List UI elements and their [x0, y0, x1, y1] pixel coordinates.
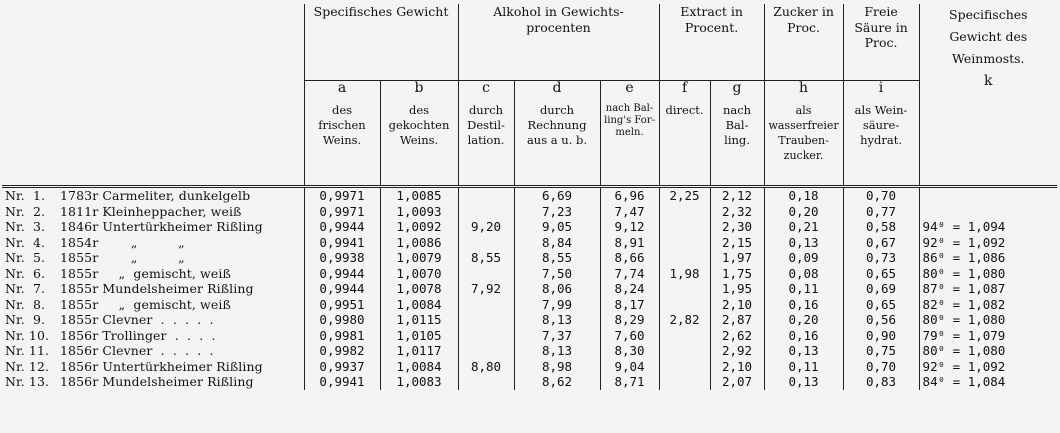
- value-cell-k: 84⁰ = 1,084: [919, 374, 1057, 390]
- table-row: [2, 204, 1057, 220]
- value-cell-b: 1,0070: [380, 266, 458, 282]
- column-b-header: [380, 81, 458, 187]
- value-cell-b: 1,0115: [380, 312, 458, 328]
- value-cell-e: 8,30: [600, 343, 659, 359]
- value-cell-g: 2,87: [710, 312, 764, 328]
- value-cell-i: 0,58: [843, 219, 919, 235]
- value-cell-k: [919, 204, 1057, 220]
- value-cell-e: 7,60: [600, 328, 659, 344]
- value-cell-h: 0,08: [764, 266, 843, 282]
- wine-name: 1855r „ „: [60, 250, 185, 265]
- wine-label-cell: [2, 219, 304, 235]
- value-cell-e: 8,29: [600, 312, 659, 328]
- wine-label-cell: [2, 374, 304, 390]
- value-cell-b: 1,0079: [380, 250, 458, 266]
- column-letter: c: [482, 80, 490, 96]
- value-cell-d: 8,13: [514, 312, 600, 328]
- wine-name: 1855r Mundelsheimer Rißling: [60, 281, 254, 296]
- value-cell-i: 0,75: [843, 343, 919, 359]
- wine-name: 1856r Untertürkheimer Rißling: [60, 358, 263, 374]
- value-cell-g: 2,12: [710, 187, 764, 204]
- wine-name: 1855r „ gemischt, weiß: [60, 296, 231, 312]
- value-cell-k: 80⁰ = 1,080: [919, 343, 1057, 359]
- wine-name: 1856r Mundelsheimer Rißling: [60, 374, 254, 389]
- column-description: direct.: [665, 102, 704, 117]
- value-cell-g: 2,92: [710, 343, 764, 359]
- column-letter: f: [681, 80, 688, 96]
- value-cell-d: 8,62: [514, 374, 600, 390]
- value-cell-d: 8,84: [514, 235, 600, 251]
- value-cell-g: 1,95: [710, 281, 764, 297]
- value-cell-b: 1,0084: [380, 359, 458, 375]
- value-cell-g: 2,07: [710, 374, 764, 390]
- value-cell-a: 0,9944: [304, 219, 380, 235]
- value-cell-d: 7,99: [514, 297, 600, 313]
- row-number: Nr. 12.: [5, 358, 50, 374]
- value-cell-k: 79⁰ = 1,079: [919, 328, 1057, 344]
- group-free-acid: Freie Säure in Proc.: [843, 4, 919, 81]
- value-cell-k: [919, 187, 1057, 204]
- value-cell-b: 1,0078: [380, 281, 458, 297]
- wine-label-cell: [2, 250, 304, 266]
- table-row: [2, 187, 1057, 204]
- value-cell-f: [659, 219, 710, 235]
- table-row: [2, 328, 1057, 344]
- value-cell-i: 0,67: [843, 235, 919, 251]
- column-description: durch Destil-lation.: [467, 102, 505, 147]
- value-cell-k: 80⁰ = 1,080: [919, 312, 1057, 328]
- column-c-header: [458, 81, 514, 187]
- value-cell-c: [458, 297, 514, 313]
- value-cell-h: 0,13: [764, 343, 843, 359]
- table-row: [2, 250, 1057, 266]
- group-header-row: [2, 4, 1057, 81]
- column-letter: d: [552, 80, 562, 96]
- value-cell-i: 0,69: [843, 281, 919, 297]
- wine-label-cell: [2, 297, 304, 313]
- wine-label-cell: [2, 204, 304, 220]
- value-cell-e: 8,24: [600, 281, 659, 297]
- value-cell-c: [458, 204, 514, 220]
- value-cell-f: [659, 250, 710, 266]
- value-cell-e: 7,47: [600, 204, 659, 220]
- table-row: [2, 343, 1057, 359]
- row-number: Nr. 11.: [5, 343, 50, 358]
- value-cell-h: 0,09: [764, 250, 843, 266]
- row-number: Nr. 4.: [5, 234, 46, 250]
- value-cell-b: 1,0086: [380, 235, 458, 251]
- value-cell-h: 0,21: [764, 219, 843, 235]
- value-cell-c: [458, 328, 514, 344]
- value-cell-f: [659, 328, 710, 344]
- value-cell-k: 86⁰ = 1,086: [919, 250, 1057, 266]
- group-must-gravity: Specifisches Gewicht des Weinmosts.: [949, 7, 1028, 66]
- value-cell-b: 1,0093: [380, 204, 458, 220]
- table-row: [2, 266, 1057, 282]
- wine-name: 1783r Carmeliter, dunkelgelb: [60, 188, 251, 203]
- row-number: Nr. 8.: [5, 296, 46, 312]
- value-cell-b: 1,0084: [380, 297, 458, 313]
- column-description: des frischen Weins.: [318, 102, 366, 147]
- table-row: [2, 281, 1057, 297]
- value-cell-c: [458, 343, 514, 359]
- column-description: nach Bal-ling.: [722, 102, 752, 147]
- group-alcohol: Alkohol in Gewichts-procenten: [458, 4, 659, 81]
- column-description: des gekochten Weins.: [388, 102, 450, 147]
- value-cell-k: 80⁰ = 1,080: [919, 266, 1057, 282]
- value-cell-a: 0,9981: [304, 328, 380, 344]
- value-cell-c: 9,20: [458, 219, 514, 235]
- value-cell-k: 82⁰ = 1,082: [919, 297, 1057, 313]
- value-cell-c: [458, 312, 514, 328]
- value-cell-e: 8,66: [600, 250, 659, 266]
- value-cell-a: 0,9951: [304, 297, 380, 313]
- value-cell-c: [458, 266, 514, 282]
- value-cell-i: 0,70: [843, 187, 919, 204]
- value-cell-d: 7,23: [514, 204, 600, 220]
- value-cell-e: 9,04: [600, 359, 659, 375]
- column-letter: h: [799, 80, 809, 96]
- wine-label-cell: [2, 312, 304, 328]
- value-cell-c: [458, 187, 514, 204]
- value-cell-g: 1,97: [710, 250, 764, 266]
- table-row: [2, 312, 1057, 328]
- value-cell-i: 0,90: [843, 328, 919, 344]
- value-cell-h: 0,20: [764, 312, 843, 328]
- wine-label-cell: [2, 281, 304, 297]
- value-cell-g: 2,32: [710, 204, 764, 220]
- column-letter: b: [414, 80, 424, 96]
- value-cell-d: 8,13: [514, 343, 600, 359]
- column-letter: e: [625, 80, 634, 96]
- wine-label-cell: [2, 359, 304, 375]
- value-cell-b: 1,0105: [380, 328, 458, 344]
- value-cell-h: 0,20: [764, 204, 843, 220]
- wine-name: 1856r Trollinger . . . .: [60, 327, 216, 343]
- column-description: durch Rechnung aus a u. b.: [526, 102, 588, 147]
- row-number: Nr. 7.: [5, 281, 46, 296]
- value-cell-g: 2,15: [710, 235, 764, 251]
- value-cell-d: 7,50: [514, 266, 600, 282]
- wine-name: 1811r Kleinheppacher, weiß: [60, 203, 242, 219]
- value-cell-b: 1,0092: [380, 219, 458, 235]
- row-number: Nr. 13.: [5, 374, 50, 389]
- column-description: nach Bal-ling's For-meln.: [604, 102, 655, 138]
- group-specific-gravity: Specifisches Gewicht: [304, 4, 458, 81]
- column-a-header: [304, 81, 380, 187]
- value-cell-i: 0,70: [843, 359, 919, 375]
- table-row: [2, 359, 1057, 375]
- column-g-header: [710, 81, 764, 187]
- row-number: Nr. 9.: [5, 312, 46, 327]
- wine-label-cell: [2, 328, 304, 344]
- value-cell-i: 0,83: [843, 374, 919, 390]
- group-extract: Extract in Procent.: [659, 4, 764, 81]
- column-d-header: [514, 81, 600, 187]
- value-cell-f: 2,25: [659, 187, 710, 204]
- value-cell-c: 8,55: [458, 250, 514, 266]
- value-cell-a: 0,9971: [304, 204, 380, 220]
- value-cell-e: 7,74: [600, 266, 659, 282]
- value-cell-a: 0,9937: [304, 359, 380, 375]
- value-cell-i: 0,77: [843, 204, 919, 220]
- value-cell-h: 0,11: [764, 359, 843, 375]
- column-letter: i: [878, 80, 884, 96]
- column-h-header: [764, 81, 843, 187]
- column-e-header: [600, 81, 659, 187]
- row-number: Nr. 1.: [5, 188, 46, 203]
- value-cell-h: 0,16: [764, 297, 843, 313]
- value-cell-d: 6,69: [514, 187, 600, 204]
- value-cell-e: 8,91: [600, 235, 659, 251]
- column-letter: g: [732, 80, 742, 96]
- value-cell-i: 0,73: [843, 250, 919, 266]
- value-cell-f: [659, 204, 710, 220]
- value-cell-k: 92⁰ = 1,092: [919, 235, 1057, 251]
- column-k-header: [919, 4, 1057, 187]
- value-cell-c: [458, 235, 514, 251]
- value-cell-e: 9,12: [600, 219, 659, 235]
- value-cell-a: 0,9971: [304, 187, 380, 204]
- value-cell-a: 0,9982: [304, 343, 380, 359]
- value-cell-g: 2,10: [710, 297, 764, 313]
- value-cell-e: 6,96: [600, 187, 659, 204]
- row-number: Nr. 3.: [5, 219, 46, 234]
- value-cell-a: 0,9941: [304, 374, 380, 390]
- value-cell-a: 0,9944: [304, 281, 380, 297]
- value-cell-i: 0,65: [843, 297, 919, 313]
- value-cell-d: 8,55: [514, 250, 600, 266]
- value-cell-e: 8,17: [600, 297, 659, 313]
- value-cell-b: 1,0117: [380, 343, 458, 359]
- value-cell-d: 8,06: [514, 281, 600, 297]
- value-cell-h: 0,16: [764, 328, 843, 344]
- value-cell-a: 0,9980: [304, 312, 380, 328]
- wine-analysis-table: [2, 4, 1057, 390]
- wine-name: 1846r Untertürkheimer Rißling: [60, 219, 263, 234]
- value-cell-f: [659, 281, 710, 297]
- wine-label-cell: [2, 235, 304, 251]
- column-description: als wasserfreier Trauben-zucker.: [768, 103, 839, 162]
- row-number: Nr. 6.: [5, 265, 46, 281]
- wine-label-cell: [2, 187, 304, 204]
- table-row: [2, 374, 1057, 390]
- value-cell-c: 8,80: [458, 359, 514, 375]
- value-cell-e: 8,71: [600, 374, 659, 390]
- value-cell-g: 2,10: [710, 359, 764, 375]
- value-cell-d: 9,05: [514, 219, 600, 235]
- table-body: [2, 187, 1057, 390]
- column-description: als Wein-säure-hydrat.: [854, 102, 908, 147]
- row-number: Nr. 2.: [5, 203, 46, 219]
- value-cell-a: 0,9944: [304, 266, 380, 282]
- value-cell-b: 1,0085: [380, 187, 458, 204]
- wine-name: 1855r Clevner . . . . .: [60, 312, 214, 327]
- label-column-header: [2, 4, 304, 187]
- value-cell-f: [659, 359, 710, 375]
- value-cell-f: [659, 297, 710, 313]
- wine-label-cell: [2, 343, 304, 359]
- value-cell-k: 94⁰ = 1,094: [919, 219, 1057, 235]
- value-cell-f: [659, 235, 710, 251]
- row-number: Nr. 5.: [5, 250, 46, 265]
- wine-name: 1854r „ „: [60, 234, 185, 250]
- value-cell-i: 0,65: [843, 266, 919, 282]
- value-cell-b: 1,0083: [380, 374, 458, 390]
- value-cell-h: 0,13: [764, 374, 843, 390]
- value-cell-h: 0,13: [764, 235, 843, 251]
- column-f-header: [659, 81, 710, 187]
- wine-name: 1855r „ gemischt, weiß: [60, 265, 231, 281]
- value-cell-g: 2,30: [710, 219, 764, 235]
- value-cell-f: [659, 374, 710, 390]
- value-cell-h: 0,11: [764, 281, 843, 297]
- wine-name: 1856r Clevner . . . . .: [60, 343, 214, 358]
- value-cell-k: 87⁰ = 1,087: [919, 281, 1057, 297]
- column-i-header: [843, 81, 919, 187]
- table-row: [2, 297, 1057, 313]
- table-row: [2, 235, 1057, 251]
- group-sugar: Zucker in Proc.: [764, 4, 843, 81]
- value-cell-c: 7,92: [458, 281, 514, 297]
- value-cell-h: 0,18: [764, 187, 843, 204]
- value-cell-g: 2,62: [710, 328, 764, 344]
- value-cell-f: [659, 343, 710, 359]
- value-cell-d: 7,37: [514, 328, 600, 344]
- value-cell-a: 0,9938: [304, 250, 380, 266]
- value-cell-g: 1,75: [710, 266, 764, 282]
- column-k-letter: k: [984, 73, 993, 89]
- row-number: Nr. 10.: [5, 327, 50, 343]
- column-letter: a: [337, 80, 347, 96]
- value-cell-f: 2,82: [659, 312, 710, 328]
- value-cell-d: 8,98: [514, 359, 600, 375]
- table-row: [2, 219, 1057, 235]
- value-cell-f: 1,98: [659, 266, 710, 282]
- value-cell-c: [458, 374, 514, 390]
- value-cell-i: 0,56: [843, 312, 919, 328]
- value-cell-k: 92⁰ = 1,092: [919, 359, 1057, 375]
- value-cell-a: 0,9941: [304, 235, 380, 251]
- wine-label-cell: [2, 266, 304, 282]
